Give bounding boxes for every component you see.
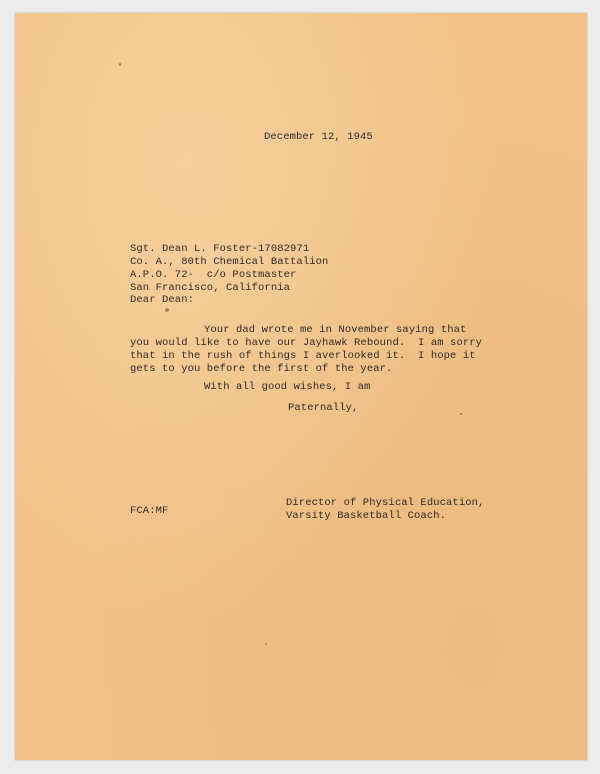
address-line-unit: Co. A., 80th Chemical Battalion [130,256,329,268]
body-line: you would like to have our Jayhawk Rebound. I am sorry [130,337,483,349]
signature-title: Director of Physical Education, [286,497,485,509]
body-line: that in the rush of things I averlooked it. I hope it [130,350,476,362]
paper-speck [265,643,267,645]
address-line-recipient: Sgt. Dean L. Foster-17082971 [130,243,310,255]
salutation: Dear Dean: [130,294,195,306]
body-line: gets to you before the first of the year. [130,363,393,375]
paper-speck [460,413,462,415]
address-line-apo: A.P.O. 72- c/o Postmaster [130,269,297,281]
body-line: Your dad wrote me in November saying that [204,324,467,336]
closing-line: With all good wishes, I am [204,381,371,393]
paper-speck [165,308,169,312]
reference-initials: FCA:MF [130,505,169,517]
paper-speck [119,63,121,66]
complimentary-close: Paternally, [288,402,359,414]
signature-title: Varsity Basketball Coach. [286,510,447,522]
letter-date: December 12, 1945 [264,131,373,143]
address-line-city: San Francisco, California [130,282,291,294]
